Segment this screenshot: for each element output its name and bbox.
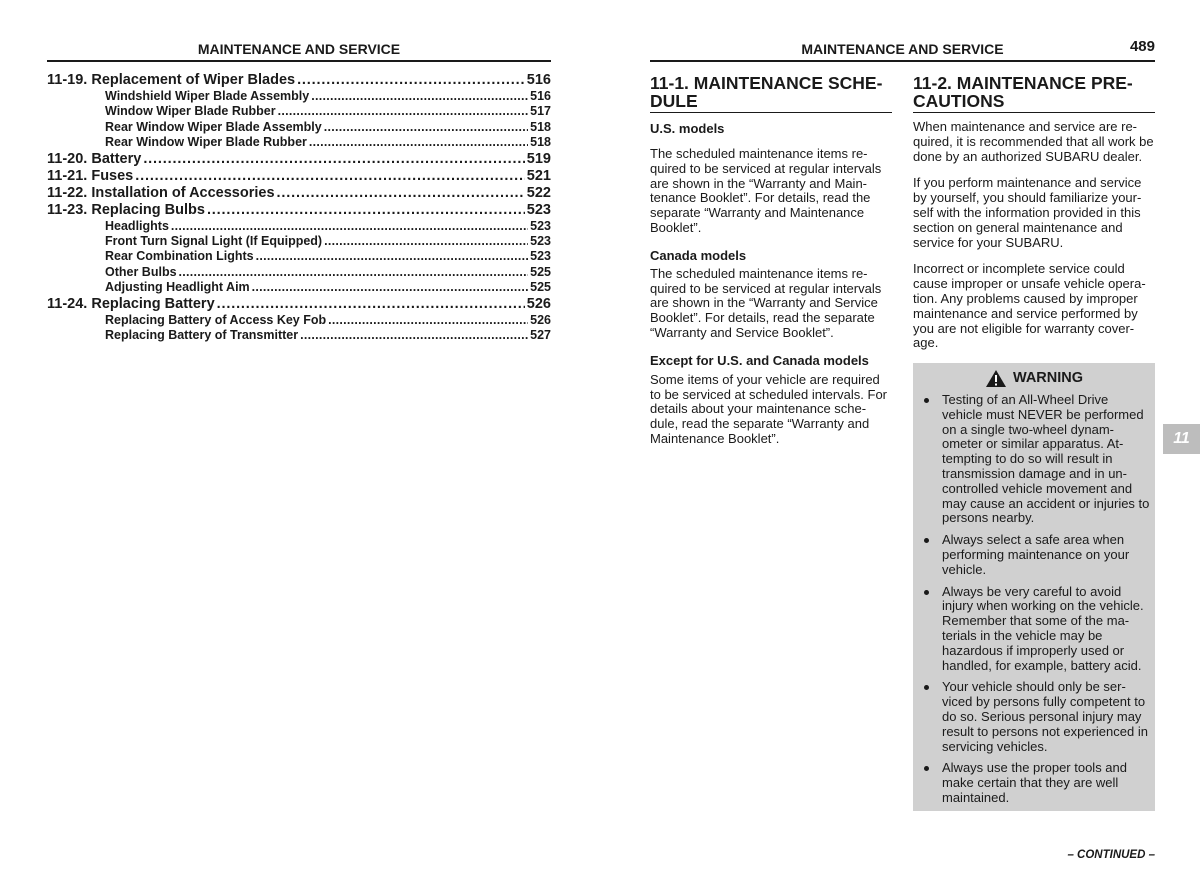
toc-entry-title: Adjusting Headlight Aim xyxy=(105,280,250,295)
toc-entry-page: 516 xyxy=(526,72,551,88)
toc-entry[interactable] xyxy=(47,202,551,219)
toc-entry-title: 11-21. Fuses xyxy=(47,167,134,184)
toc-entry[interactable] xyxy=(47,313,551,328)
toc-entry[interactable] xyxy=(47,89,551,104)
right-page xyxy=(650,0,1155,896)
toc-entry[interactable] xyxy=(47,185,551,202)
toc-entry-page: 518 xyxy=(530,135,551,150)
toc-leader-dots xyxy=(252,280,528,295)
toc-leader-dots xyxy=(328,313,528,328)
toc-entry-title: Rear Combination Lights xyxy=(105,249,254,264)
warning-triangle-icon xyxy=(985,369,1007,388)
table-of-contents xyxy=(47,72,551,343)
warning-header xyxy=(913,367,1155,389)
maintenance-precautions-column xyxy=(913,72,1155,805)
toc-entry-page: 526 xyxy=(530,312,551,327)
precautions-paragraph-3: Incorrect or incomplete service could cause improper or unsafe vehicle opera-tion. Any problems caused by improper maintenance and service performed by you are not eligible for warranty cover-age. xyxy=(913,261,1146,351)
left-page xyxy=(47,0,551,896)
toc-entry-title: Window Wiper Blade Rubber xyxy=(105,104,276,119)
warning-item: Always be very careful to avoid injury when working on the vehicle. Remember that some of the ma-terials in the vehicle may be hazardous if improperly used or handled, for example, battery acid. xyxy=(913,585,1155,674)
subheading-except-models: Except for U.S. and Canada models xyxy=(650,352,869,368)
toc-leader-dots xyxy=(135,168,525,185)
toc-entry-page: 525 xyxy=(530,264,551,279)
toc-entry-title: Headlights xyxy=(105,218,169,233)
toc-entry[interactable] xyxy=(47,219,551,234)
warning-item: Always use the proper tools and make certain that they are well maintained. xyxy=(913,761,1155,805)
toc-entry[interactable] xyxy=(47,168,551,185)
toc-leader-dots xyxy=(300,328,528,343)
section-title-text: 11-2. MAINTENANCE PRE-CAUTIONS xyxy=(913,73,1133,111)
toc-entry[interactable] xyxy=(47,249,551,264)
left-running-head: MAINTENANCE AND SERVICE xyxy=(47,38,551,62)
toc-entry[interactable] xyxy=(47,151,551,168)
toc-leader-dots xyxy=(143,151,524,168)
toc-entry-title: 11-22. Installation of Accessories xyxy=(47,184,275,201)
toc-entry-page: 519 xyxy=(526,150,551,167)
toc-leader-dots xyxy=(207,202,525,219)
toc-leader-dots xyxy=(171,219,528,234)
toc-entry[interactable] xyxy=(47,234,551,249)
maintenance-schedule-column xyxy=(650,72,892,447)
toc-entry-title: 11-23. Replacing Bulbs xyxy=(47,201,205,218)
toc-entry-page: 518 xyxy=(530,119,551,134)
toc-entry-page: 522 xyxy=(526,184,551,201)
section-title-text: 11-1. MAINTENANCE SCHE-DULE xyxy=(650,73,883,111)
precautions-paragraph-2: If you perform maintenance and service by yourself, you should familiarize your-self with the information provided in this section on general maintenance and service for your SUBARU. xyxy=(913,175,1142,250)
toc-entry-page: 527 xyxy=(530,327,551,342)
toc-entry-title: 11-19. Replacement of Wiper Blades xyxy=(47,72,296,88)
toc-entry[interactable] xyxy=(47,135,551,150)
warning-item: Always select a safe area when performing maintenance on your vehicle. xyxy=(913,533,1155,577)
toc-entry-title: Replacing Battery of Transmitter xyxy=(105,327,299,342)
toc-leader-dots xyxy=(217,296,525,313)
warning-item: Your vehicle should only be ser-viced by persons fully competent to do so. Serious personal injury may result to persons not experienced in servicing vehicles. xyxy=(913,680,1155,754)
toc-entry-page: 526 xyxy=(526,295,551,312)
toc-entry-page: 525 xyxy=(530,280,551,295)
toc-entry[interactable] xyxy=(47,104,551,119)
warning-label: WARNING xyxy=(1012,370,1084,386)
toc-entry-page: 523 xyxy=(530,218,551,233)
toc-entry-page: 521 xyxy=(526,167,551,184)
toc-entry[interactable] xyxy=(47,72,551,89)
toc-entry-title: 11-24. Replacing Battery xyxy=(47,295,215,312)
toc-entry-title: Rear Window Wiper Blade Assembly xyxy=(105,119,322,134)
right-running-head: MAINTENANCE AND SERVICE xyxy=(650,38,1155,62)
toc-entry[interactable] xyxy=(47,120,551,135)
subheading-canada-models: Canada models xyxy=(650,247,747,263)
toc-entry-title: Replacing Battery of Access Key Fob xyxy=(105,312,327,327)
toc-entry-title: 11-20. Battery xyxy=(47,150,142,167)
toc-entry[interactable] xyxy=(47,280,551,295)
continued-note: – CONTINUED – xyxy=(1067,849,1155,861)
toc-entry[interactable] xyxy=(47,296,551,313)
toc-entry-page: 523 xyxy=(530,233,551,248)
toc-entry-page: 523 xyxy=(526,201,551,218)
section-title-maintenance-precautions xyxy=(913,74,1155,113)
warning-box xyxy=(913,363,1155,811)
us-models-text: The scheduled maintenance items re-quired to be serviced at regular intervals are shown in the “Warranty and Main-tenance Booklet”. For details, read the separate “Warranty and Maintenance Booklet”. xyxy=(650,146,882,235)
toc-entry-title: Windshield Wiper Blade Assembly xyxy=(105,89,310,103)
toc-leader-dots xyxy=(277,185,525,202)
toc-leader-dots xyxy=(324,120,528,135)
canada-models-text: The scheduled maintenance items re-quired to be serviced at regular intervals are shown in the “Warranty and Service Booklet”. For details, read the separate “Warranty and Service Booklet”. xyxy=(650,265,882,340)
toc-entry-title: Rear Window Wiper Blade Rubber xyxy=(105,135,307,150)
toc-entry-title: Other Bulbs xyxy=(105,264,177,279)
toc-leader-dots xyxy=(256,249,529,264)
toc-entry-title: Front Turn Signal Light (If Equipped) xyxy=(105,233,323,248)
warning-list xyxy=(913,393,1155,806)
warning-item: Testing of an All-Wheel Drive vehicle must NEVER be performed on a single two-wheel dynam-ometer or similar apparatus. At-tempting to do so will result in transmission damage and in un-controlled vehicle movement and may cause an accident or injuries to persons nearby. xyxy=(913,393,1155,526)
toc-leader-dots xyxy=(309,135,528,150)
toc-entry[interactable] xyxy=(47,328,551,343)
toc-entry-page: 523 xyxy=(530,249,551,264)
precautions-paragraph-1: When maintenance and service are re-quired, it is recommended that all work be done by an authorized SUBARU dealer. xyxy=(913,119,1154,164)
subheading-us-models: U.S. models xyxy=(650,121,725,136)
toc-leader-dots xyxy=(324,234,528,249)
section-title-maintenance-schedule xyxy=(650,74,892,113)
toc-leader-dots xyxy=(278,104,529,119)
chapter-thumb-tab[interactable]: 11 xyxy=(1163,424,1200,454)
toc-leader-dots xyxy=(297,72,525,89)
toc-leader-dots xyxy=(311,89,528,104)
toc-entry-page: 516 xyxy=(530,89,551,103)
page-number: 489 xyxy=(1129,38,1155,55)
except-models-text: Some items of your vehicle are required to be serviced at scheduled intervals. For details about your maintenance sche-dule, read the separate “Warranty and Maintenance Booklet”. xyxy=(650,371,888,446)
toc-leader-dots xyxy=(179,265,529,280)
toc-entry-page: 517 xyxy=(530,104,551,119)
toc-entry[interactable] xyxy=(47,265,551,280)
